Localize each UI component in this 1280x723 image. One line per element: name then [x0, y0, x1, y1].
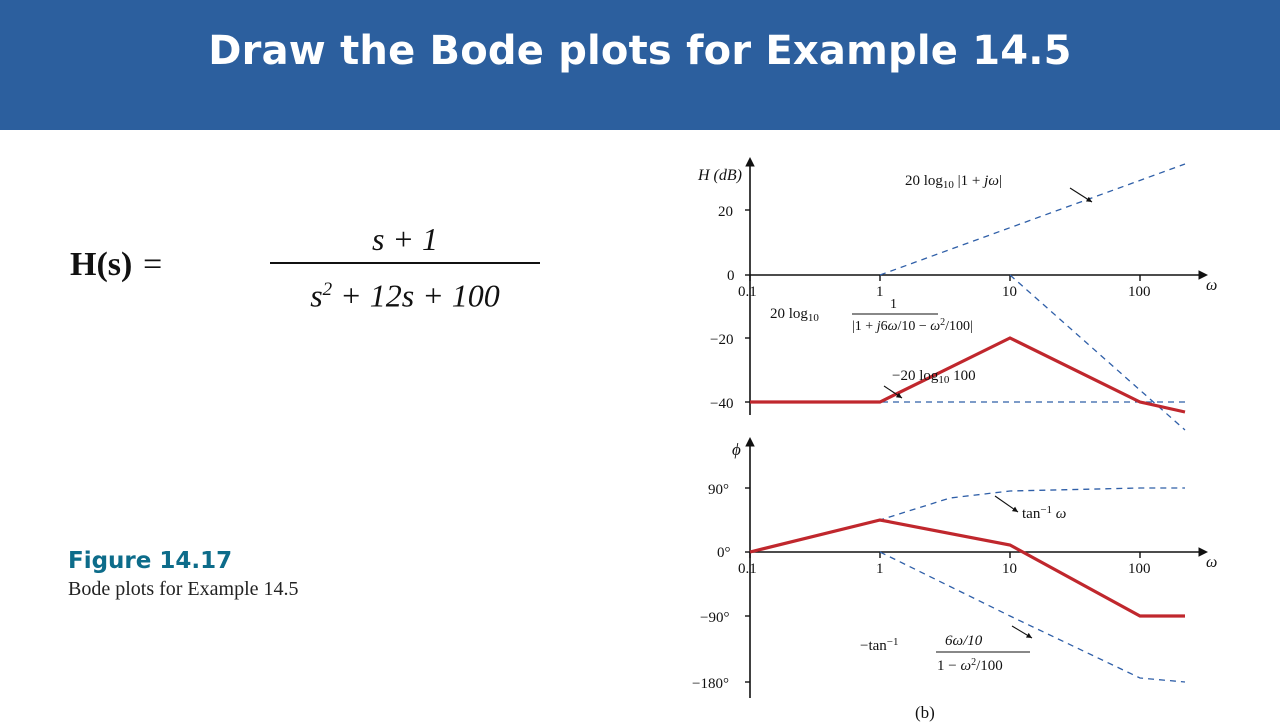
magnitude-bode-plot [697, 164, 1217, 430]
magnitude-ytick-0: 0 [727, 268, 735, 284]
annotation-phase-numerator: 6ω/10 [945, 633, 983, 649]
phase-xtick-1: 1 [876, 561, 884, 577]
page-title: Draw the Bode plots for Example 14.5 [208, 28, 1072, 74]
magnitude-ytick-minus40: −40 [710, 396, 734, 412]
annotation-quadratic-numerator: 1 [890, 297, 897, 312]
title-banner [0, 0, 1280, 130]
phase-total-curve [750, 520, 1185, 616]
bode-plots-figure [640, 140, 1240, 720]
annotation-20log-1-jw: 20 $\log_{10} |1 + j\omega|$ [905, 173, 1002, 191]
phase-bode-plot [692, 440, 1217, 698]
phase-asymptote-zero [750, 488, 1185, 552]
annotation-minus-arctan: $-\tan^{-1}$ [860, 636, 899, 654]
phase-x-axis-label: ω [1206, 554, 1218, 571]
subfigure-label: (b) [915, 703, 935, 722]
magnitude-x-axis-label: ω [1206, 277, 1218, 294]
denominator-exponent: 2 [322, 279, 333, 300]
magnitude-xtick-10: 10 [1002, 284, 1017, 300]
equation-equals: = [140, 246, 164, 283]
denominator-s: s [310, 277, 323, 314]
equation-h-symbol: H(s) [70, 246, 133, 283]
magnitude-y-axis-label: H (dB) [698, 167, 742, 184]
magnitude-ytick-minus20: −20 [710, 332, 734, 348]
annotation-phase-denominator: $1 - \omega^2/100$ [937, 657, 1003, 674]
magnitude-xtick-1: 1 [876, 284, 884, 300]
magnitude-xtick-0.1: 0.1 [738, 284, 757, 300]
phase-y-axis-label: ϕ [732, 440, 741, 459]
annotation-quadratic-denominator: $|1 + j6\omega/10 - \omega^2/100|$ [852, 317, 973, 334]
phase-xtick-10: 10 [1002, 561, 1017, 577]
equation-denominator [270, 268, 540, 318]
transfer-function-equation [70, 210, 570, 330]
fraction-bar [270, 262, 540, 264]
annotation-20log-quadratic: 20 $\log_{10}$ [770, 306, 819, 324]
figure-number: Figure 14.17 [68, 548, 233, 574]
denominator-rest: + 12s + 100 [340, 277, 500, 314]
phase-ytick-90: 90° [708, 482, 729, 498]
phase-xtick-100: 100 [1128, 561, 1151, 577]
annotation-arctan-w: $\tan^{-1} \omega$ [1022, 504, 1067, 522]
equation-left-side [70, 246, 164, 284]
phase-ytick-minus180: −180° [692, 676, 729, 692]
figure-caption: Bode plots for Example 14.5 [68, 578, 299, 600]
magnitude-ytick-20: 20 [718, 204, 733, 220]
equation-numerator: s + 1 [371, 221, 439, 257]
equation-fraction [270, 218, 540, 318]
phase-ytick-minus90: −90° [700, 610, 730, 626]
phase-xtick-0.1: 0.1 [738, 561, 757, 577]
magnitude-xtick-100: 100 [1128, 284, 1151, 300]
annotation-minus20log100: −20 $\log_{10} 100$ [892, 368, 976, 386]
phase-ytick-0: 0° [717, 545, 731, 561]
